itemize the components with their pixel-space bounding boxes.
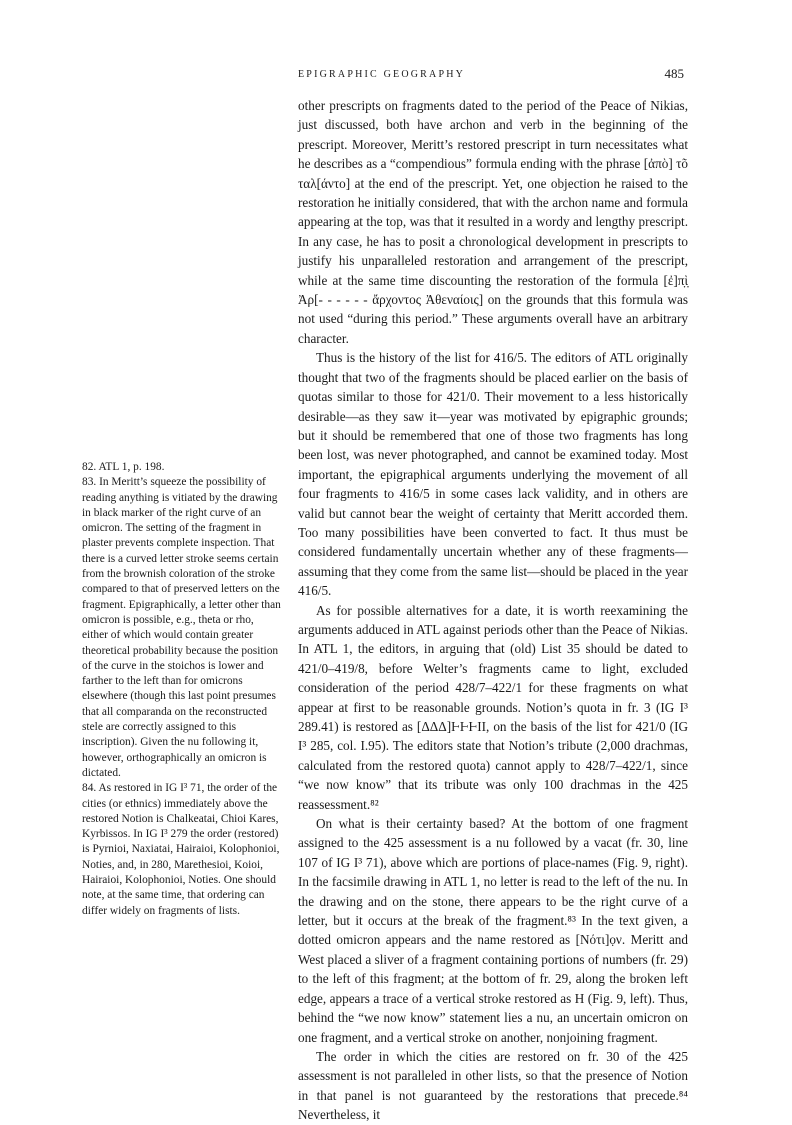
footnotes-column: [82, 460, 282, 919]
page-number: 485: [664, 66, 684, 81]
footnote: 83. In Meritt’s squeeze the possibility of reading anything is vitiated by the drawing in black marker of the right curve of an omicron. The setting of the fragment in plaster prevents complete inspection. That there is a curved letter stroke seems certain from the brownish coloration of the stroke compared to that of preserved letters on the fragment. Epigraphically, a letter other than omicron is possible, e.g., theta or rho, either of which would contain greater theoretical probability because the position of the curve in the stoichos is lower and farther to the left than for omicrons elsewhere (though this last point presumes that all comparanda on the reconstructed stele are correctly assigned to this inscription). Given the nu following it, however, orthographically an omicron is dictated.: [82, 476, 281, 779]
main-text-column: [298, 96, 688, 1125]
paragraph: other prescripts on fragments dated to the period of the Peace of Nikias, just discussed, both have archon and verb in the beginning of the prescript. Moreover, Meritt’s restored prescript in turn necessitates what he describes as a “compendious” formula ending with the phrase [ἀπὸ] τõ ταλ[άντο] at the end of the prescript. Yet, one objection he raised to the restoration he initially considered, that with the archon name and formula appearing at the top, was that it resulted in a wordy and lengthy prescript. In any case, he has to posit a chronological development in prescripts to justify his unparalleled restoration and arrangement of the prescript, while at the same time discounting the restoration of the formula [ἐ]π̣ὶ̣ Ἀρ[- - - - - - ἄρχοντος Ἀθεναίοις] on the grounds that this formula was not used “during this period.” These arguments overall have an arbitrary character.: [298, 98, 688, 346]
paragraph: Thus is the history of the list for 416/5. The editors of ATL originally thought that two of the fragments should be placed earlier on the basis of quotas similar to those for 421/0. Their movement to a less historically desirable—as they saw it—year was motivated by epigraphic grounds; but it should be remembered that one of those two fragments has long been lost, was never photographed, and cannot be examined today. Most important, the epigraphical arguments underlying the movement of all four fragments to 416/5 in some cases lack validity, and in others are valid but cannot bear the weight of certainty that Meritt accorded them. Too many possibilities have been converted to fact. It thus must be considered fundamentally uncertain whether any of these fragments—assuming that they come from the same list—should be placed in the year 416/5.: [298, 350, 688, 599]
paragraph: The order in which the cities are restored on fr. 30 of the 425 assessment is not paralleled in other lists, so that the presence of Notion in that panel is not guaranteed by the restorations that precede.⁸⁴ Nevertheless, it: [298, 1048, 688, 1123]
paragraph: On what is their certainty based? At the bottom of one fragment assigned to the 425 assessment is a nu followed by a vacat (fr. 30, line 107 of IG I³ 71), above which are portions of place-names (Fig. 9, right). In the facsimile drawing in ATL 1, no letter is read to the left of the nu. In the drawing and on the stone, there appears to be the right curve of a letter, but it occurs at the break of the fragment.⁸³ In the text given, a dotted omicron appears and the name restored as [Νότι]ọν. Meritt and West placed a sliver of a fragment containing portions of numbers (fr. 29) to the left of this fragment; at the bottom of fr. 29, along the broken left edge, appears a trace of a vertical stroke restored as H (Fig. 9, left). Thus, behind the “we now know” statement lies a nu, an uncertain omicron on one fragment, and a vertical stroke on another, nonjoining fragment.: [298, 816, 688, 1045]
footnote: 84. As restored in IG I³ 71, the order of the cities (or ethnics) immediately above the restored Notion is Chalkeatai, Chioi Kares, Kyrbissos. In IG I³ 279 the order (restored) is Pyrnioi, Naxiatai, Hairaioi, Kolophonioi, Noties, and, in 280, Marethesioi, Koioi, Hairaioi, Kolophonioi, Noties. One should note, at the same time, that ordering can differ widely on fragments of lists.: [82, 782, 280, 917]
running-head: EPIGRAPHIC GEOGRAPHY: [298, 69, 466, 80]
paragraph: As for possible alternatives for a date, it is worth reexamining the arguments adduced in ATL against periods other than the Peace of Nikias. In ATL 1, the editors, in arguing that (old) List 35 should be dated to 421/0–419/8, before Welter’s fragments came to light, excluded consideration of the period 428/7–422/1 for these fragments on what appear at first to be reasonable grounds. Notion’s quota in fr. 3 (IG I³ 289.41) is restored as [ΔΔΔ]ⱵⱵⱵII, on the basis of the list for 421/0 (IG I³ 285, col. I.95). The editors state that Notion’s tribute (2,000 drachmas, calculated from the restored quota) cannot apply to 428/7–422/1, since “we now know” that its tribute was only 100 drachmas in the 425 reassessment.⁸²: [298, 602, 688, 812]
footnote: 82. ATL 1, p. 198.: [82, 461, 165, 473]
